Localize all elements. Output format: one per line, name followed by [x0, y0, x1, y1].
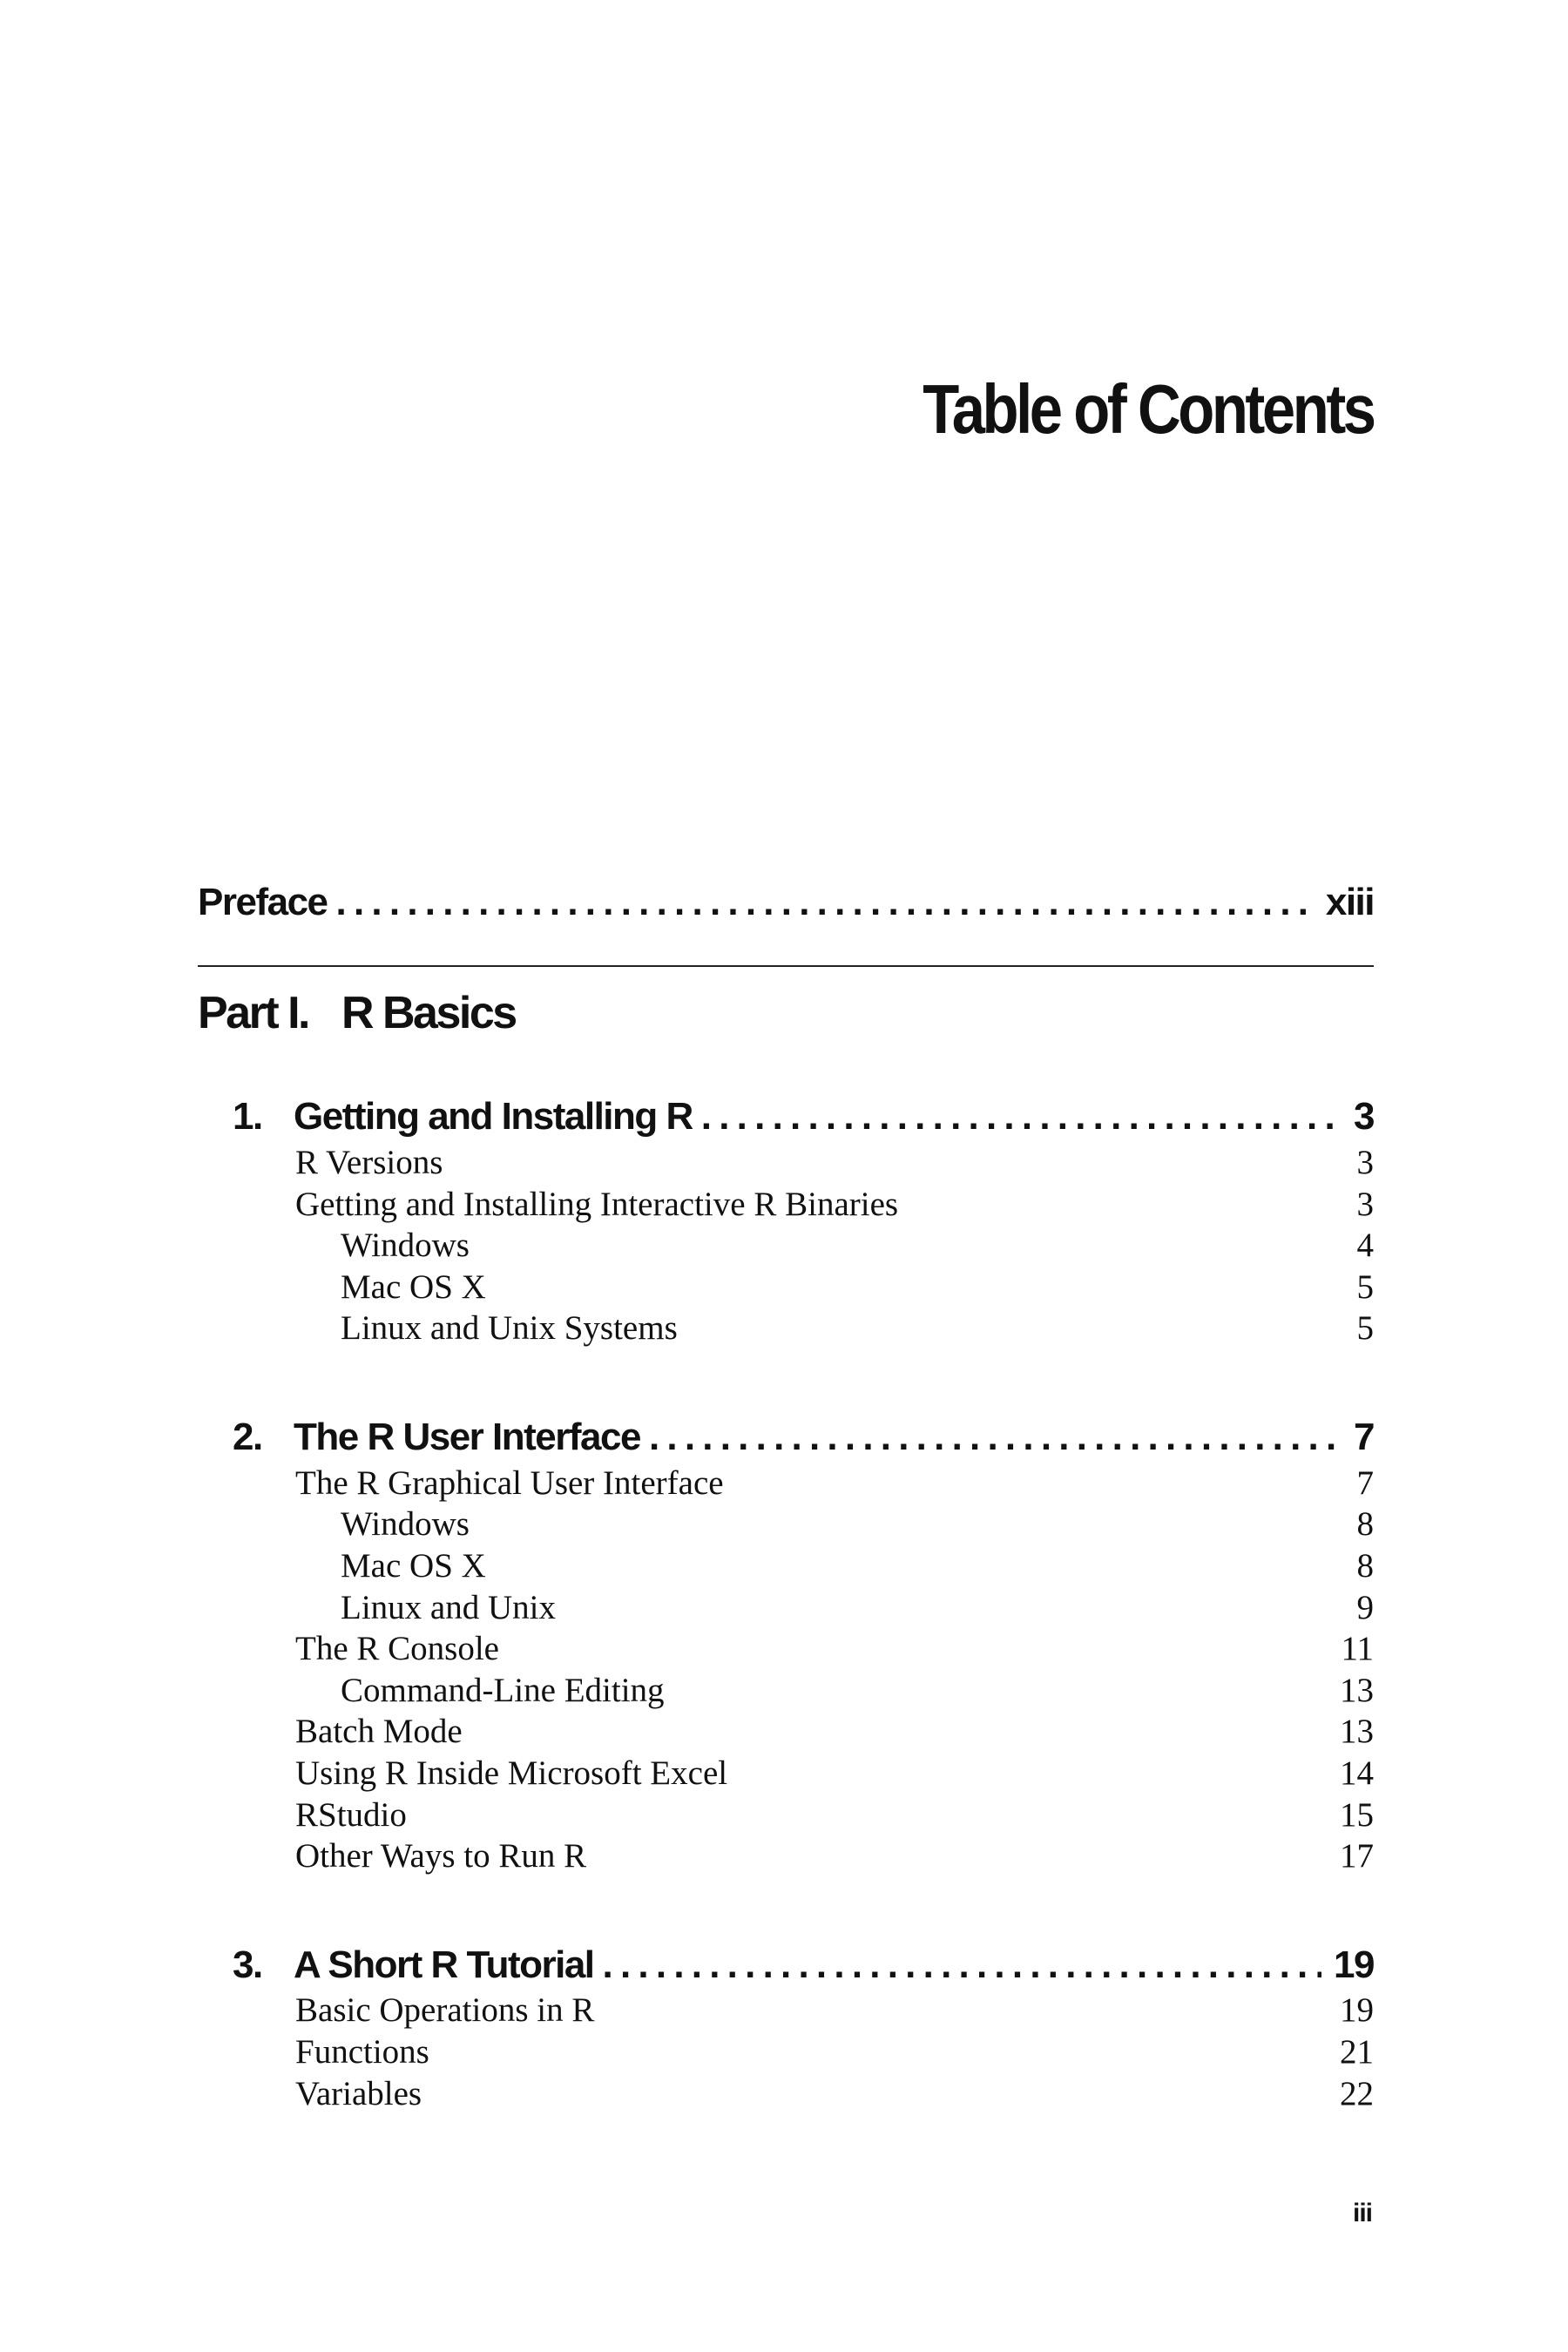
section-list — [295, 1990, 1374, 2114]
dot-leader — [603, 1943, 1322, 1989]
entry-label: The R Console — [295, 1630, 499, 1668]
entry-label: Mac OS X — [341, 1267, 486, 1306]
section-entry[interactable] — [295, 2073, 1374, 2115]
table-of-contents — [198, 880, 1374, 2114]
section-list — [295, 1463, 1374, 1877]
entry-label: Linux and Unix — [341, 1588, 556, 1626]
entry-label: Variables — [295, 2074, 422, 2112]
section-entry[interactable] — [295, 1753, 1374, 1794]
section-entry[interactable] — [295, 1142, 1374, 1184]
entry-label: Getting and Installing Interactive R Binaries — [295, 1185, 899, 1223]
preface-page-number: xiii — [1325, 881, 1374, 923]
entry-page-number: 5 — [1356, 1309, 1374, 1348]
subsection-entry[interactable] — [295, 1267, 1374, 1308]
section-entry[interactable] — [295, 1835, 1374, 1877]
entry-label: RStudio — [295, 1795, 407, 1834]
chapter-page-number: 7 — [1354, 1415, 1374, 1458]
entry-page-number: 8 — [1356, 1505, 1374, 1544]
entry-page-number: 8 — [1356, 1546, 1374, 1585]
entry-label: Windows — [341, 1505, 470, 1544]
subsection-entry[interactable] — [295, 1670, 1374, 1712]
chapter-heading[interactable] — [198, 1094, 1374, 1140]
section-entry[interactable] — [295, 1184, 1374, 1226]
chapter-heading[interactable] — [198, 1943, 1374, 1989]
subsection-entry[interactable] — [295, 1225, 1374, 1267]
subsection-entry[interactable] — [295, 1587, 1374, 1629]
chapter-heading[interactable] — [198, 1415, 1374, 1461]
entry-page-number: 14 — [1340, 1754, 1374, 1792]
entry-page-number: 17 — [1340, 1837, 1374, 1876]
entry-page-number: 19 — [1340, 1991, 1374, 2030]
entry-page-number: 21 — [1340, 2033, 1374, 2072]
chapter-title: The R User Interface — [294, 1415, 640, 1458]
part-heading — [198, 986, 1374, 1040]
chapter-block — [198, 1943, 1374, 2115]
subsection-entry[interactable] — [295, 1308, 1374, 1349]
entry-label: Windows — [341, 1227, 470, 1265]
page-folio: iii — [1352, 2199, 1372, 2227]
entry-page-number: 9 — [1356, 1588, 1374, 1626]
entry-page-number: 13 — [1340, 1671, 1374, 1709]
entry-label: Using R Inside Microsoft Excel — [295, 1754, 728, 1792]
section-entry[interactable] — [295, 1463, 1374, 1504]
subsection-entry[interactable] — [295, 1504, 1374, 1545]
entry-page-number: 11 — [1341, 1630, 1374, 1668]
entry-page-number: 15 — [1340, 1795, 1374, 1834]
section-entry[interactable] — [295, 1990, 1374, 2031]
chapter-number: 1. — [233, 1095, 262, 1139]
chapter-number: 3. — [233, 1943, 262, 1986]
entry-label: Mac OS X — [341, 1546, 486, 1585]
entry-page-number: 13 — [1340, 1713, 1374, 1751]
section-list — [295, 1142, 1374, 1349]
chapter-list — [198, 1094, 1374, 2114]
chapter-block — [198, 1094, 1374, 1349]
chapter-page-number: 3 — [1354, 1095, 1374, 1139]
entry-label: Functions — [295, 2033, 429, 2072]
preface-label: Preface — [198, 881, 328, 923]
dot-leader — [649, 1415, 1342, 1461]
entry-label: Other Ways to Run R — [295, 1837, 587, 1876]
entry-page-number: 22 — [1340, 2074, 1374, 2112]
entry-page-number: 7 — [1356, 1463, 1374, 1502]
section-entry[interactable] — [295, 1628, 1374, 1670]
entry-page-number: 3 — [1356, 1185, 1374, 1223]
section-entry[interactable] — [295, 1711, 1374, 1753]
entry-label: Batch Mode — [295, 1713, 463, 1751]
part-label: Part I. — [198, 987, 308, 1038]
section-entry[interactable] — [295, 2031, 1374, 2073]
chapter-title: Getting and Installing R — [294, 1095, 693, 1139]
entry-label: Basic Operations in R — [295, 1991, 595, 2030]
section-entry[interactable] — [295, 1794, 1374, 1836]
entry-label: Command-Line Editing — [341, 1671, 665, 1709]
dot-leader — [701, 1094, 1342, 1140]
part-title: R Basics — [341, 987, 516, 1038]
dot-leader — [336, 880, 1314, 926]
page-title: Table of Contents — [923, 370, 1374, 448]
chapter-title: A Short R Tutorial — [294, 1943, 594, 1986]
entry-page-number: 3 — [1356, 1143, 1374, 1181]
chapter-page-number: 19 — [1334, 1943, 1374, 1986]
chapter-number: 2. — [233, 1415, 262, 1458]
part-divider — [198, 965, 1374, 967]
entry-label: R Versions — [295, 1143, 443, 1181]
preface-entry[interactable] — [198, 880, 1374, 926]
entry-page-number: 4 — [1356, 1227, 1374, 1265]
entry-page-number: 5 — [1356, 1267, 1374, 1306]
entry-label: Linux and Unix Systems — [341, 1309, 678, 1348]
chapter-block — [198, 1415, 1374, 1877]
subsection-entry[interactable] — [295, 1545, 1374, 1587]
entry-label: The R Graphical User Interface — [295, 1463, 724, 1502]
